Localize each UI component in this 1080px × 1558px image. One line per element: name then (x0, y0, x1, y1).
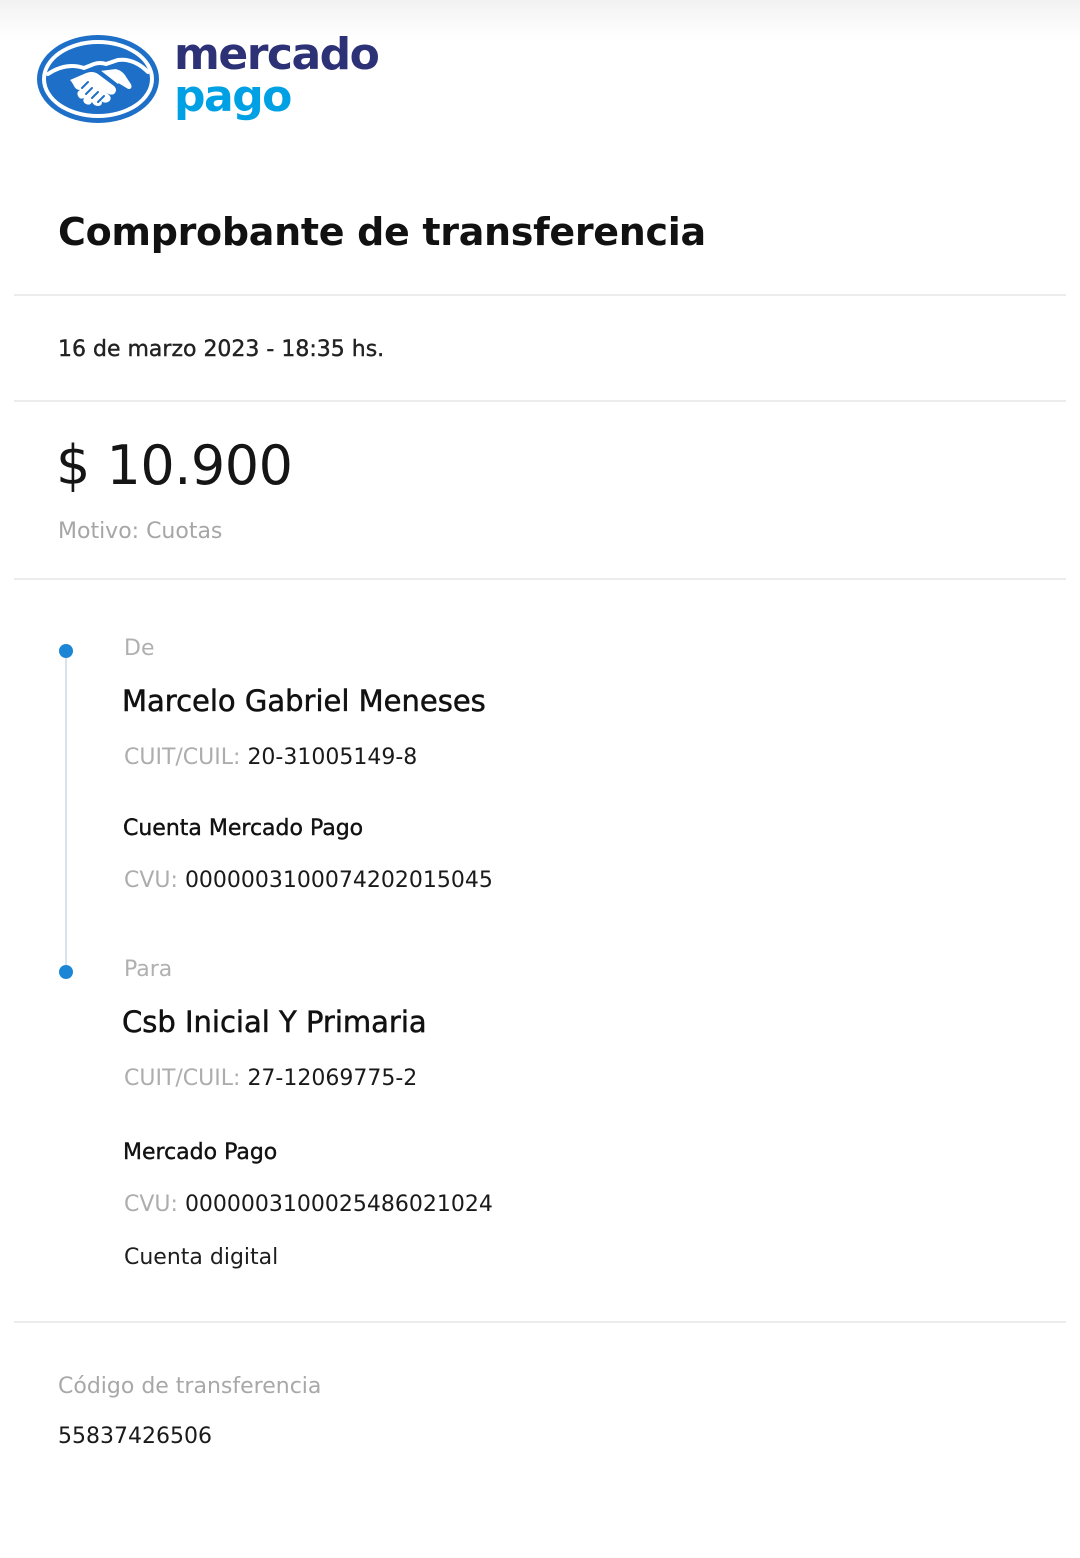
logo-wordmark (174, 29, 379, 122)
divider (14, 294, 1066, 296)
transfer-motive: Motivo: Cuotas (58, 519, 223, 544)
recipient-account-type: Cuenta digital (124, 1245, 279, 1270)
recipient-cvu-value: 0000003100025486021024 (184, 1192, 493, 1217)
mercado-pago-logo (36, 29, 379, 130)
recipient-cvu (124, 1192, 493, 1217)
timeline-line (65, 656, 67, 968)
sender-cuit (124, 745, 417, 770)
logo-word-pago: pago (174, 71, 291, 122)
sender-cvu-label: CVU: (124, 868, 178, 893)
recipient-cuit-label: CUIT/CUIL: (124, 1066, 241, 1091)
transfer-amount: $ 10.900 (56, 434, 293, 497)
sender-account-name: Cuenta Mercado Pago (123, 816, 364, 841)
transfer-code-value: 55837426506 (58, 1424, 212, 1449)
sender-cvu (124, 868, 493, 893)
handshake-icon (36, 34, 160, 124)
timeline-dot-from (59, 644, 73, 658)
recipient-cvu-label: CVU: (124, 1192, 178, 1217)
logo-word-mercado: mercado (174, 29, 379, 80)
sender-cvu-value: 0000003100074202015045 (184, 868, 493, 893)
to-label: Para (124, 957, 173, 982)
page-title: Comprobante de transferencia (58, 210, 706, 254)
recipient-cuit (124, 1066, 417, 1091)
recipient-name: Csb Inicial Y Primaria (122, 1005, 427, 1039)
divider (14, 578, 1066, 580)
sender-name: Marcelo Gabriel Meneses (122, 684, 486, 718)
sender-cuit-value: 20-31005149-8 (247, 745, 418, 770)
from-label: De (124, 636, 155, 661)
sender-cuit-label: CUIT/CUIL: (124, 745, 241, 770)
transfer-date: 16 de marzo 2023 - 18:35 hs. (58, 337, 385, 362)
divider (14, 1321, 1066, 1323)
divider (14, 400, 1066, 402)
transfer-code-label: Código de transferencia (58, 1374, 322, 1399)
timeline-dot-to (59, 965, 73, 979)
recipient-account-name: Mercado Pago (123, 1140, 278, 1165)
recipient-cuit-value: 27-12069775-2 (247, 1066, 418, 1091)
